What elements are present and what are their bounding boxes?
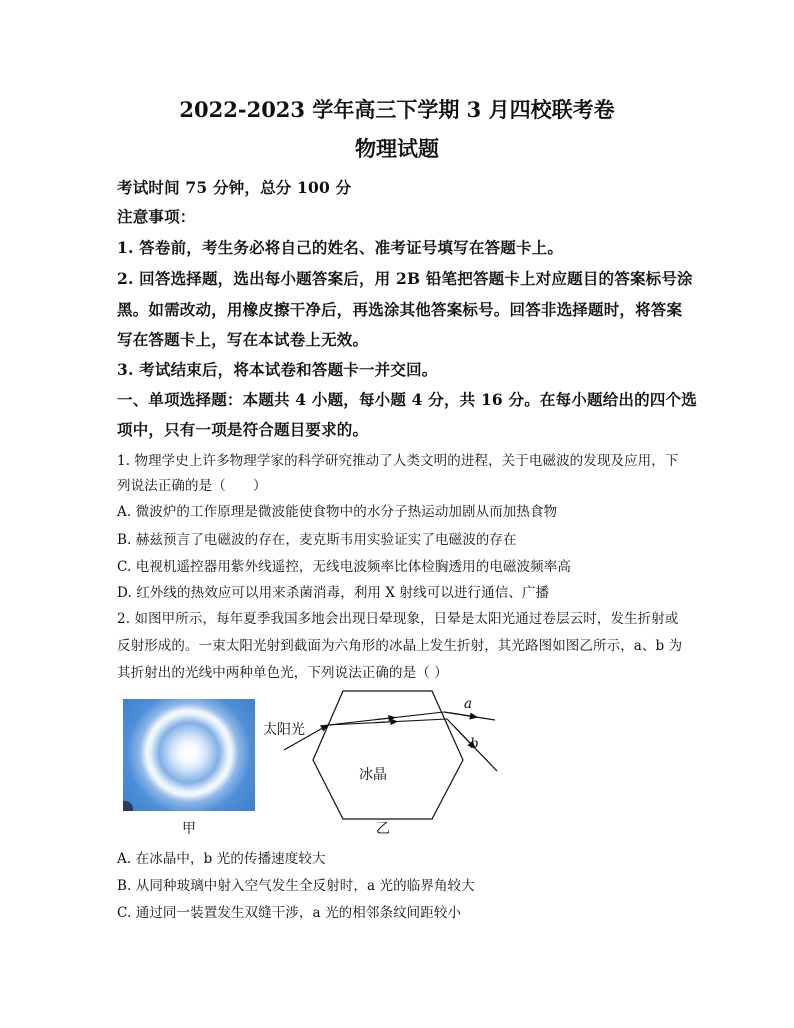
hexagon-crystal xyxy=(313,691,463,819)
note-line: 写在答题卡上，写在本试卷上无效。 xyxy=(117,330,369,349)
q2-stem: 其折射出的光线中两种单色光，下列说法正确的是（ ） xyxy=(117,665,448,681)
crystal-label: 冰晶 xyxy=(359,767,387,783)
note-line: 2. 回答选择题，选出每小题答案后，用 2B 铅笔把答题卡上对应题目的答案标号涂 xyxy=(117,269,693,288)
figure-caption-right: 乙 xyxy=(376,821,390,837)
q2-stem: 反射形成的。一束太阳光射到截面为六角形的冰晶上发生折射，其光路图如图乙所示，a、b 为 xyxy=(117,638,683,654)
exam-subtitle: 物理试题 xyxy=(355,136,439,161)
q1-option-a: A. 微波炉的工作原理是微波能使食物中的水分子热运动加剧从而加热食物 xyxy=(117,504,558,520)
q1-option-d: D. 红外线的热效应可以用来杀菌消毒，利用 X 射线可以进行通信、广播 xyxy=(117,585,550,601)
note-line: 黑。如需改动，用橡皮擦干净后，再选涂其他答案标号。回答非选择题时，将答案 xyxy=(117,300,683,319)
ice-crystal-diagram xyxy=(255,684,505,826)
note-line: 1. 答卷前，考生务必将自己的姓名、准考证号填写在答题卡上。 xyxy=(117,238,564,257)
figure-caption-left: 甲 xyxy=(182,821,196,837)
sunlight-label: 太阳光 xyxy=(263,722,305,738)
section-heading: 项中，只有一项是符合题目要求的。 xyxy=(117,420,369,439)
inside-arrow-b xyxy=(375,722,397,723)
q1-option-b: B. 赫兹预言了电磁波的存在，麦克斯韦用实验证实了电磁波的存在 xyxy=(117,532,517,548)
exam-info: 考试时间 75 分钟，总分 100 分 xyxy=(117,178,352,197)
inside-arrow-a xyxy=(375,718,395,720)
ray-a-label: a xyxy=(464,696,473,712)
q1-stem: 列说法正确的是（ ） xyxy=(117,478,267,494)
q1-stem: 1. 物理学史上许多物理学家的科学研究推动了人类文明的进程，关于电磁波的发现及应用，下 xyxy=(117,453,679,469)
section-heading: 一、单项选择题：本题共 4 小题，每小题 4 分，共 16 分。在每小题给出的四个选 xyxy=(117,390,697,409)
q2-option-a: A. 在冰晶中，b 光的传播速度较大 xyxy=(117,851,326,867)
q2-option-c: C. 通过同一装置发生双缝干涉，a 光的相邻条纹间距较小 xyxy=(117,905,462,921)
q1-option-c: C. 电视机遥控器用紫外线遥控，无线电波频率比体检胸透用的电磁波频率高 xyxy=(117,559,571,575)
sun-halo-photo xyxy=(123,699,255,811)
note-line: 3. 考试结束后，将本试卷和答题卡一并交回。 xyxy=(117,360,438,379)
exit-arrow-a xyxy=(450,713,477,717)
q2-stem: 2. 如图甲所示，每年夏季我国多地会出现日晕现象，日晕是太阳光通过卷层云时，发生折射或 xyxy=(117,611,679,627)
q2-option-b: B. 从同种玻璃中射入空气发生全反射时，a 光的临界角较大 xyxy=(117,878,475,894)
exam-title: 2022-2023 学年高三下学期 3 月四校联考卷 xyxy=(179,97,615,122)
ray-b-label: b xyxy=(470,736,479,752)
notes-heading: 注意事项： xyxy=(117,207,196,226)
